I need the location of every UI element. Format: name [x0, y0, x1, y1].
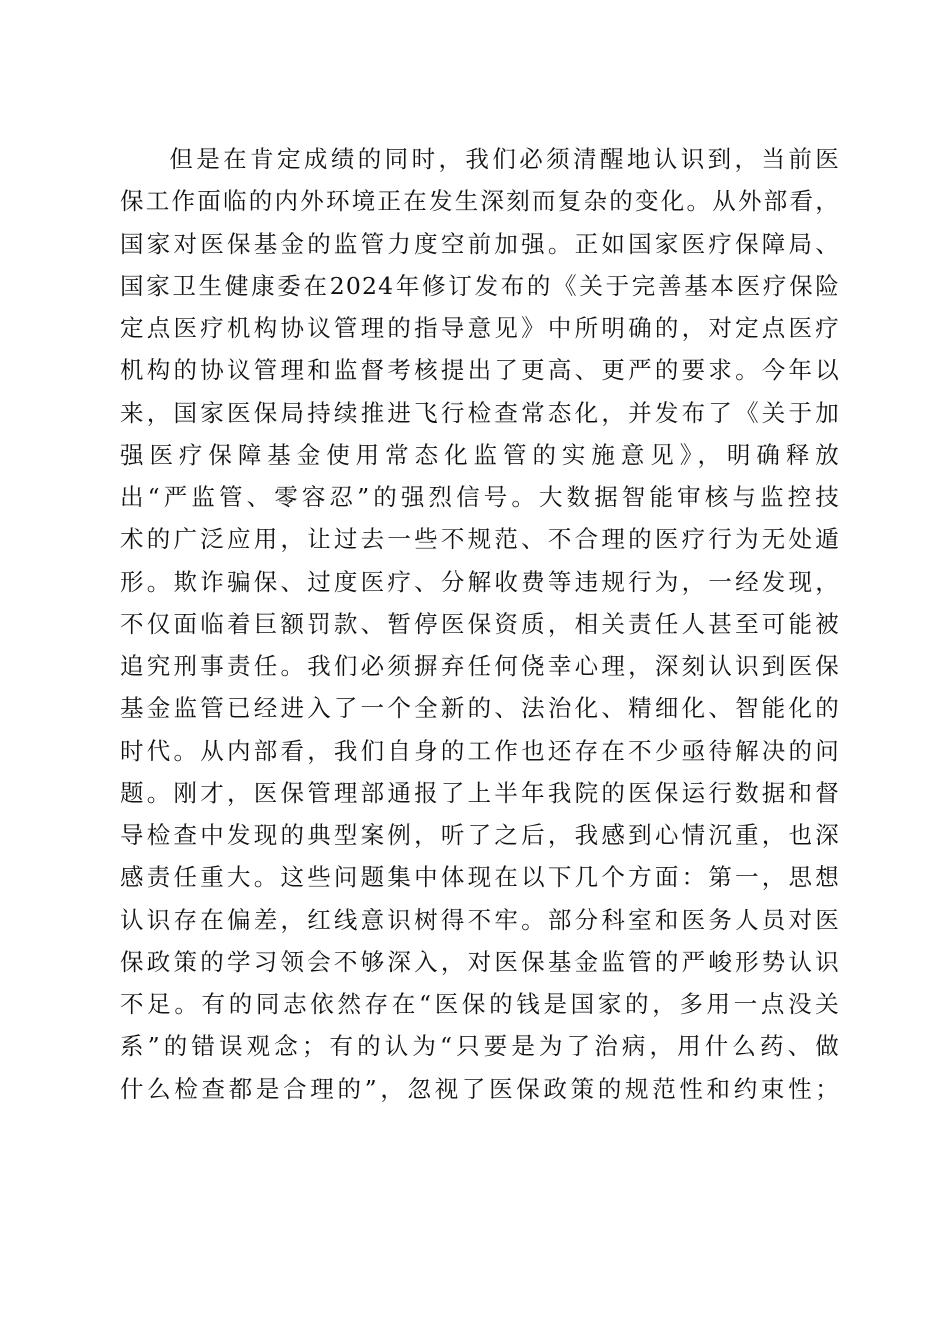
paragraph-line: 出“严监管、零容忍”的强烈信号。大数据智能审核与监控技	[120, 483, 840, 511]
paragraph-line: 系”的错误观念；有的认为“只要是为了治病，用什么药、做	[120, 1032, 840, 1061]
paragraph-line: 导检查中发现的典型案例，听了之后，我感到心情沉重，也深	[120, 821, 840, 849]
paragraph-line: 保工作面临的内外环境正在发生深刻而复杂的变化。从外部看，	[120, 187, 840, 216]
paragraph-line: 不仅面临着巨额罚款、暂停医保资质，相关责任人甚至可能被	[120, 609, 840, 638]
paragraph-line: 保政策的学习领会不够深入，对医保基金监管的严峻形势认识	[120, 947, 840, 976]
paragraph-line: 形。欺诈骗保、过度医疗、分解收费等违规行为，一经发现，	[120, 567, 840, 596]
paragraph-line: 术的广泛应用，让过去一些不规范、不合理的医疗行为无处遁	[120, 525, 840, 554]
paragraph-line: 感责任重大。这些问题集中体现在以下几个方面：第一，思想	[120, 863, 840, 892]
paragraph-line: 国家对医保基金的监管力度空前加强。正如国家医疗保障局、	[120, 229, 840, 258]
paragraph-line: 但是在肯定成绩的同时，我们必须清醒地认识到，当前医	[169, 145, 840, 173]
paragraph-line: 机构的协议管理和监督考核提出了更高、更严的要求。今年以	[120, 356, 840, 385]
body-paragraph	[120, 138, 840, 1110]
paragraph-line: 基金监管已经进入了一个全新的、法治化、精细化、智能化的	[120, 694, 840, 723]
paragraph-line: 什么检查都是合理的”，忽视了医保政策的规范性和约束性；	[120, 1074, 840, 1103]
paragraph-line: 国家卫生健康委在2024年修订发布的《关于完善基本医疗保险	[120, 271, 840, 300]
paragraph-line: 时代。从内部看，我们自身的工作也还存在不少亟待解决的问	[120, 736, 840, 765]
paragraph-line: 定点医疗机构协议管理的指导意见》中所明确的，对定点医疗	[120, 314, 840, 342]
paragraph-line: 认识存在偏差，红线意识树得不牢。部分科室和医务人员对医	[120, 905, 840, 934]
paragraph-line: 追究刑事责任。我们必须摒弃任何侥幸心理，深刻认识到医保	[120, 652, 840, 680]
paragraph-line: 强医疗保障基金使用常态化监管的实施意见》，明确释放	[120, 440, 840, 469]
paragraph-line: 不足。有的同志依然存在“医保的钱是国家的，多用一点没关	[120, 990, 840, 1018]
paragraph-line: 来，国家医保局持续推进飞行检查常态化，并发布了《关于加	[120, 398, 840, 427]
paragraph-line: 题。刚才，医保管理部通报了上半年我院的医保运行数据和督	[120, 778, 840, 807]
